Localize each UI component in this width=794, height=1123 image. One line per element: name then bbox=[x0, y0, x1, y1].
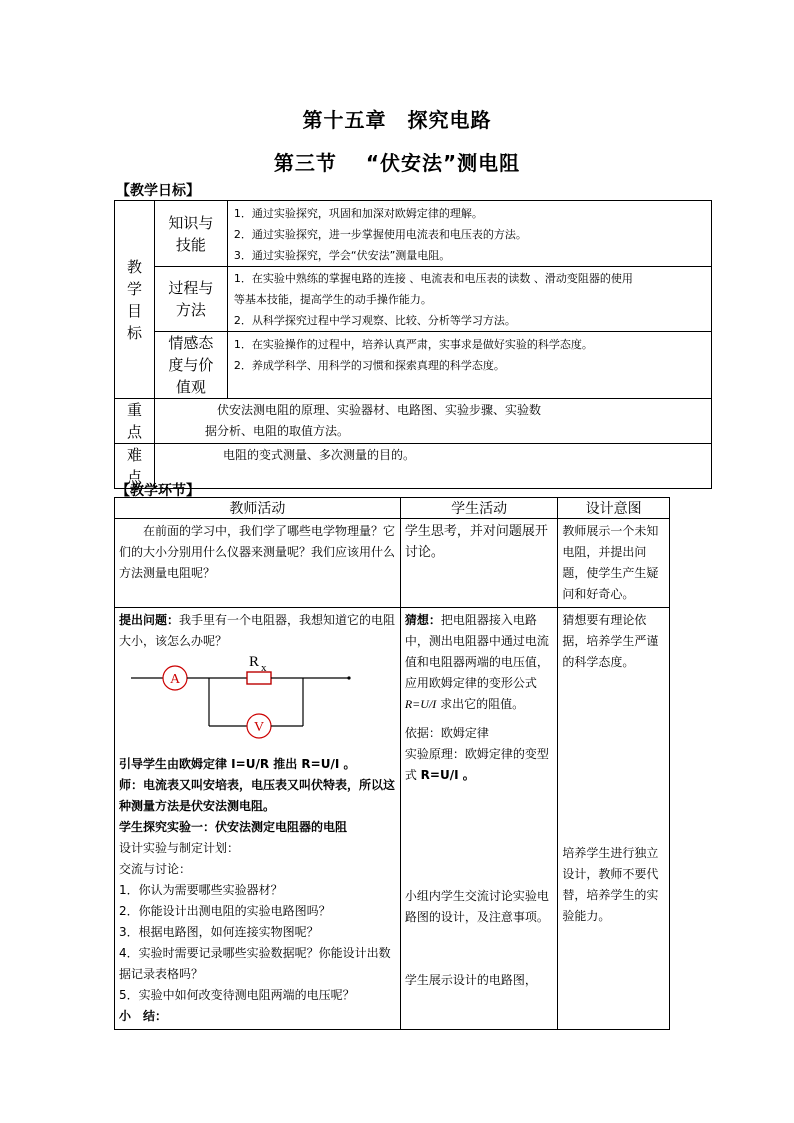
goal-item: 1．在实验操作的过程中，培养认真严肃，实事求是做好实验的科学态度。 bbox=[233, 338, 593, 351]
chapter-title: 第十五章 探究电路 bbox=[302, 108, 492, 132]
teacher-bold-line: 学生探究实验一：伏安法测定电阻器的电阻 bbox=[119, 820, 348, 834]
process-table bbox=[114, 497, 670, 1030]
ammeter-label: A bbox=[169, 672, 181, 687]
student-guess: 猜想：把电阻器接入电路中，测出电阻器中通过电流值和电阻器两端的电压值，应用欧姆定律的变形公式 R=U/I 求出它的阻值。 bbox=[404, 613, 549, 711]
goal-item: 2．养成学科学、用科学的习惯和探索真理的科学态度。 bbox=[233, 359, 505, 372]
goal-item: 2．通过实验探究，进一步掌握使用电流表和电压表的方法。 bbox=[233, 228, 527, 241]
row1-teacher: 在前面的学习中，我们学了哪些电学物理量？它们的大小分别用什么仪器来测量呢？我们应该用什么方法测量电阻呢？ bbox=[115, 519, 401, 608]
key-point-text: 伏安法测电阻的原理、实验器材、电路图、实验步骤、实验数据分析、电阻的取值方法。 bbox=[154, 399, 711, 444]
goal-label-attitude: 情感态度与价值观 bbox=[154, 332, 227, 399]
teacher-line: 3．根据电路图，如何连接实物图呢？ bbox=[119, 925, 319, 939]
design-note: 猜想要有理论依据，培养学生严谨的科学态度。 bbox=[562, 613, 659, 669]
goal-label-knowledge: 知识与技能 bbox=[154, 201, 227, 267]
resistor-icon bbox=[247, 672, 271, 684]
section-title: 第三节 “伏安法”测电阻 bbox=[273, 151, 521, 175]
goal-item: 3．通过实验探究，学会“伏安法”测量电阻。 bbox=[233, 249, 451, 262]
goals-category-label: 教学目标 bbox=[126, 257, 142, 342]
teacher-summary: 小 结： bbox=[119, 1009, 168, 1023]
teacher-line: 4．实验时需要记录哪些实验数据呢？你能设计出数据记录表格吗？ bbox=[119, 946, 391, 981]
key-point-label: 重点 bbox=[115, 399, 155, 444]
teacher-line: 设计实验与制定计划： bbox=[119, 841, 240, 855]
goal-item: 1．通过实验探究，巩固和加深对欧姆定律的理解。 bbox=[233, 207, 483, 220]
goals-section-label: 【教学日标】 bbox=[116, 183, 200, 199]
row1-student: 学生思考，并对问题展开讨论。 bbox=[400, 519, 558, 608]
teacher-line: 2．你能设计出测电阻的实验电路图吗？ bbox=[119, 904, 331, 918]
student-basis: 依据：欧姆定律 bbox=[404, 726, 489, 740]
header-teacher: 教师活动 bbox=[115, 498, 401, 519]
goal-label-process: 过程与方法 bbox=[154, 267, 227, 332]
goal-item: 1．在实验中熟练的掌握电路的连接 、电流表和电压表的读数 、滑动变阻器的使用 bbox=[233, 272, 633, 285]
goal-items-attitude bbox=[227, 332, 711, 399]
teacher-question: 提出问题：我手里有一个电阻器，我想知道它的电阻大小，该怎么办呢？ bbox=[119, 613, 396, 648]
resistor-subscript: x bbox=[261, 662, 267, 674]
process-section-label: 【教学环节】 bbox=[116, 483, 200, 499]
row1-design: 教师展示一个未知电阻，并提出问题，使学生产生疑问和好奇心。 bbox=[558, 519, 670, 608]
voltmeter-label: V bbox=[253, 720, 265, 735]
goals-category-cell bbox=[115, 201, 155, 399]
goal-item: 2．从科学探究过程中学习观察、比较、分析等学习方法。 bbox=[233, 314, 516, 327]
teacher-line: 交流与讨论： bbox=[119, 862, 192, 876]
goal-items-knowledge bbox=[227, 201, 711, 267]
difficulty-text: 电阻的变式测量、多次测量的目的。 bbox=[154, 444, 711, 489]
row2-teacher bbox=[115, 608, 401, 1030]
header-student: 学生活动 bbox=[400, 498, 558, 519]
resistor-label: R bbox=[249, 656, 260, 670]
teacher-line: 1．你认为需要哪些实验器材？ bbox=[119, 883, 283, 897]
teacher-bold-line: 师：电流表又叫安培表，电压表又叫伏特表，所以这种测量方法是伏安法测电阻。 bbox=[119, 778, 396, 813]
circuit-diagram bbox=[127, 656, 363, 752]
student-group: 小组内学生交流讨论实验电路图的设计，及注意事项。 bbox=[404, 889, 549, 924]
difficulty-label: 难点 bbox=[115, 444, 155, 489]
teacher-bold-line: 引导学生由欧姆定律 I=U/R 推出 R=U/I 。 bbox=[119, 757, 356, 771]
design-note: 培养学生进行独立设计，教师不要代替，培养学生的实验能力。 bbox=[562, 846, 659, 923]
row2-student bbox=[400, 608, 558, 1030]
header-design: 设计意图 bbox=[558, 498, 670, 519]
student-principle: 实验原理：欧姆定律的变型式 R=U/I 。 bbox=[404, 747, 549, 782]
student-show: 学生展示设计的电路图， bbox=[404, 973, 537, 987]
goals-table bbox=[114, 200, 712, 489]
teacher-line: 5．实验中如何改变待测电阻两端的电压呢？ bbox=[119, 988, 355, 1002]
goal-item: 等基本技能，提高学生的动手操作能力。 bbox=[233, 293, 432, 306]
goal-items-process bbox=[227, 267, 711, 332]
row2-design bbox=[558, 608, 670, 1030]
